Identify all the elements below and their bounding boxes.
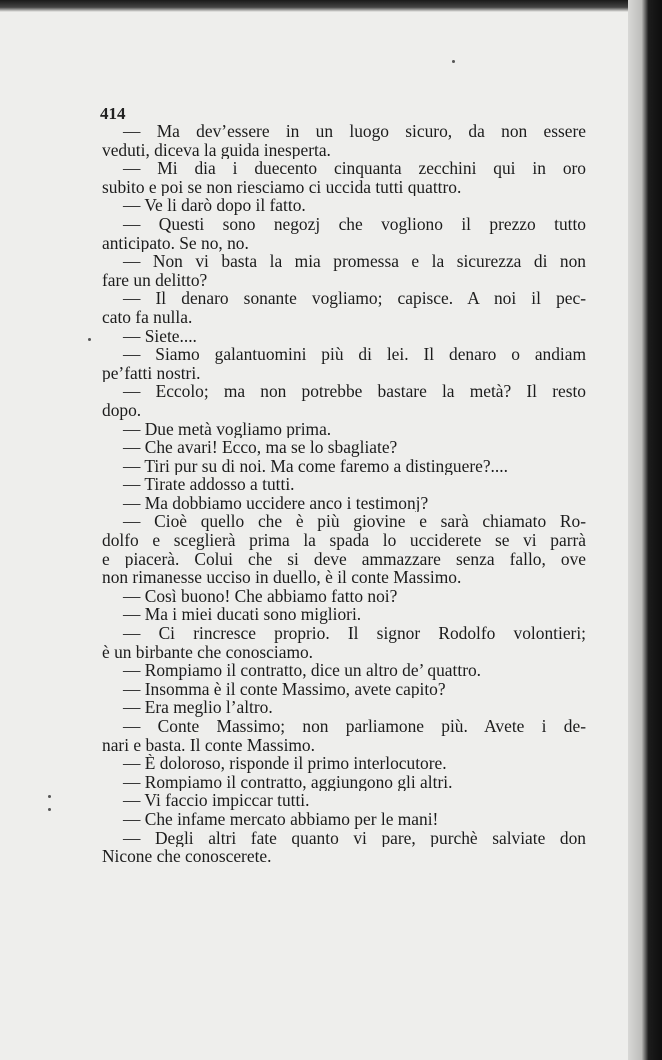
text-line: — Cioè quello che è più giovine e sarà chiamato Ro- (123, 512, 586, 532)
text-line: — Tirate addosso a tutti. (123, 475, 295, 494)
text-line: — Ma i miei ducati sono migliori. (123, 605, 362, 625)
scan-speck (48, 808, 51, 811)
text-line: — Rompiamo il contratto, aggiungono gli altri. (123, 772, 453, 792)
text-line: — Ci rincresce proprio. Il signor Rodolfo volontieri; (123, 624, 586, 643)
text-line: dolfo e sceglierà prima la spada lo ucciderete se vi parrà (102, 531, 586, 550)
text-line: cato fa nulla. (102, 307, 193, 327)
text-line: — Ve li darò dopo il fatto. (123, 196, 306, 215)
text-line: Nicone che conoscerete. (102, 847, 272, 866)
scan-speck (88, 338, 91, 341)
scan-speck (48, 795, 51, 798)
text-line: subito e poi se non riesciamo ci uccida tutti quattro. (102, 177, 462, 197)
text-line: — Vi faccio impiccar tutti. (123, 791, 310, 810)
text-line: — Eccolo; ma non potrebbe bastare la metà? Il resto (123, 382, 586, 401)
text-line: anticipato. Se no, no. (102, 233, 249, 253)
text-line: — Due metà vogliamo prima. (123, 419, 332, 439)
text-line: — Che avari! Ecco, ma se lo sbagliate? (123, 438, 398, 457)
scan-speck (452, 60, 455, 63)
text-line: — Non vi basta la mia promessa e la sicurezza di non (123, 252, 586, 271)
text-line: — Tiri pur su di noi. Ma come faremo a distinguere?.... (123, 456, 508, 476)
text-line: fare un delitto? (102, 270, 208, 290)
text-line: — Conte Massimo; non parliamone più. Avete i de- (123, 717, 586, 736)
text-line: — Rompiamo il contratto, dice un altro de’ quattro. (123, 661, 482, 680)
scan-top-edge (0, 0, 662, 12)
text-line: non rimanesse ucciso in duello, è il conte Massimo. (102, 568, 462, 587)
text-line: è un birbante che conosciamo. (102, 642, 314, 662)
scan-binding-edge (628, 0, 662, 1060)
text-line: pe’fatti nostri. (102, 363, 201, 383)
text-line: dopo. (102, 400, 142, 420)
text-line: — Che infame mercato abbiamo per le mani! (123, 809, 439, 829)
text-line: — Insomma è il conte Massimo, avete capito? (123, 679, 446, 699)
body-text (102, 122, 586, 866)
text-line: — Così buono! Che abbiamo fatto noi? (123, 586, 398, 606)
text-line: — Ma dev’essere in un luogo sicuro, da non essere (123, 122, 586, 141)
text-line: veduti, diceva la guida inesperta. (102, 140, 331, 160)
text-line: — Degli altri fate quanto vi pare, purchè salviate don (123, 828, 586, 848)
text-line: — Mi dia i duecento cinquanta zecchini qui in oro (123, 159, 586, 178)
text-line: — Era meglio l’altro. (123, 698, 273, 717)
text-line: — Siamo galantuomini più di lei. Il denaro o andiam (123, 345, 586, 364)
page-number: 414 (100, 104, 126, 123)
text-line: — Siete.... (123, 326, 197, 346)
text-line: nari e basta. Il conte Massimo. (102, 735, 315, 755)
text-line: e piacerà. Colui che si deve ammazzare senza fallo, ove (102, 549, 586, 569)
text-line: — È doloroso, risponde il primo interlocutore. (123, 754, 447, 773)
text-line: — Questi sono negozj che vogliono il prezzo tutto (123, 214, 586, 234)
text-line: — Ma dobbiamo uccidere anco i testimonj? (123, 493, 429, 513)
text-line: — Il denaro sonante vogliamo; capisce. A noi il pec- (123, 289, 586, 308)
